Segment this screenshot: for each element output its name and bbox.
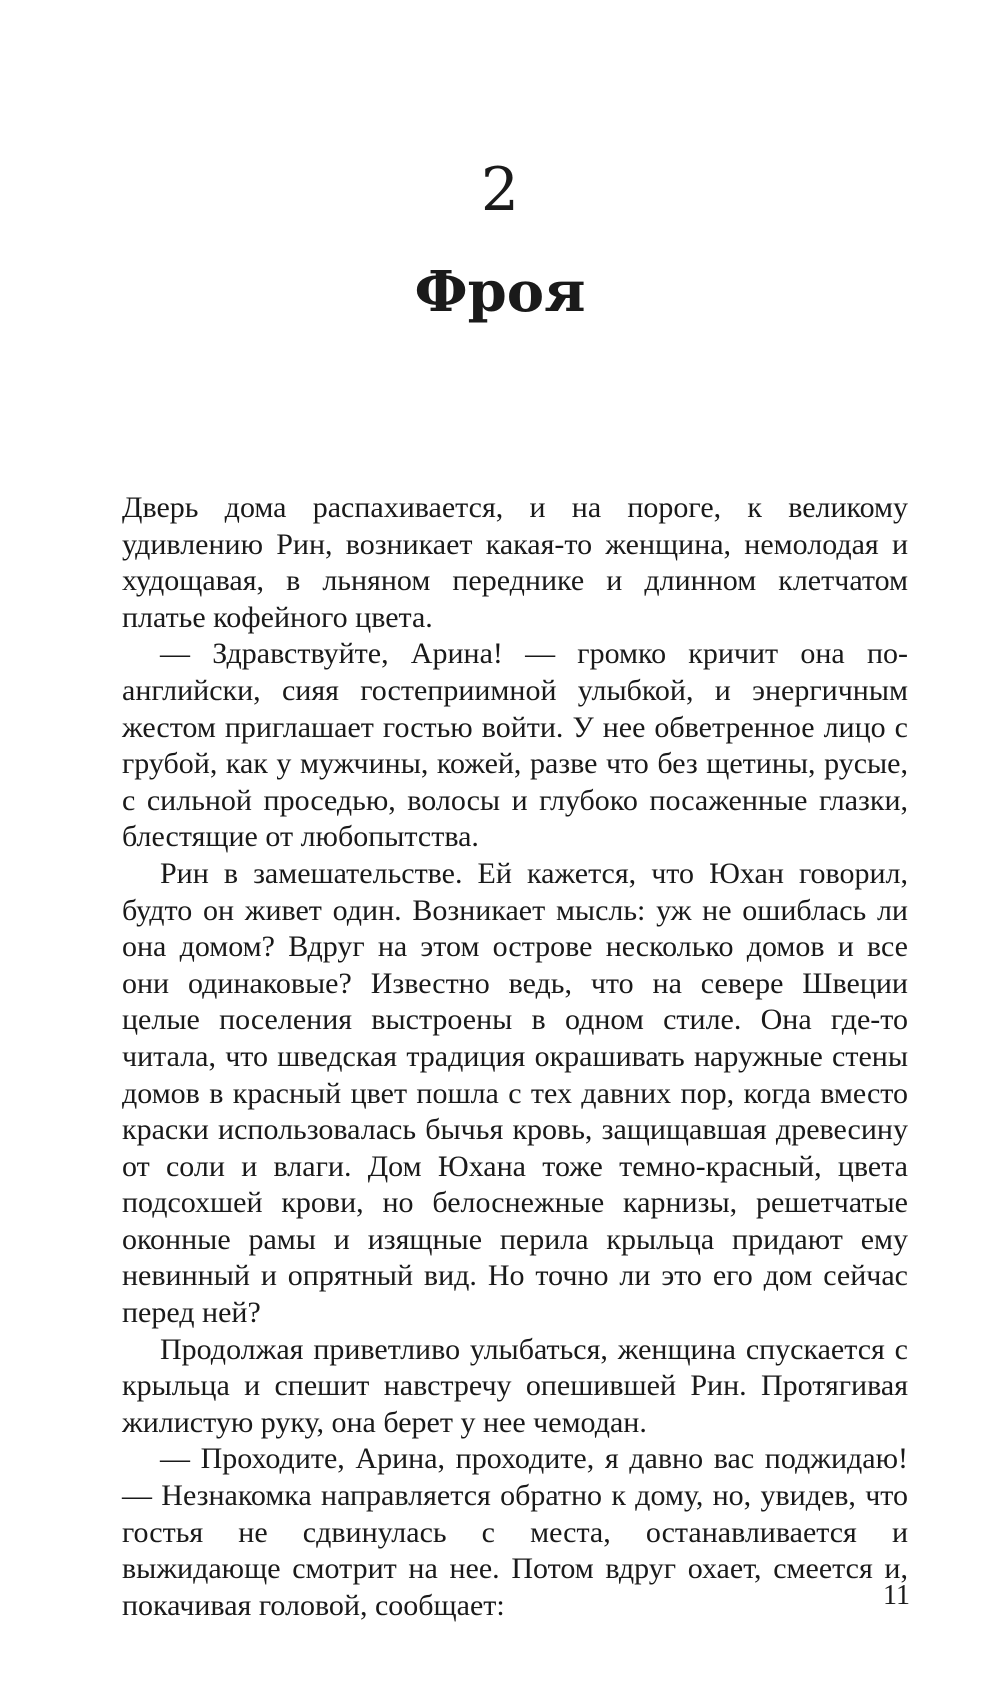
page-number: 11 — [883, 1580, 910, 1611]
paragraph: Рин в замешательстве. Ей кажется, что Юхан говорил, будто он живет один. Возникает мысль: уж не ошиблась ли она домом? Вдруг на этом острове несколько домов и все они одинаковые? Известно ведь, что на севере Швеции целые поселения выстроены в одном стиле. Она где-то читала, что шведская традиция окрашивать наружные стены домов в красный цвет пошла с тех давних пор, когда вместо краски использовалась бычья кровь, защищавшая древесину от соли и влаги. Дом Юхана тоже темно-красный, цвета подсохшей крови, но белоснежные карнизы, решетчатые оконные рамы и изящные перила крыльца придают ему невинный и опрятный вид. Но точно ли это его дом сейчас перед ней? — [122, 856, 908, 1330]
chapter-number: 2 — [480, 155, 520, 225]
chapter-title: Фроя — [414, 259, 586, 325]
paragraph: — Здравствуйте, Арина! — громко кричит она по-английски, сияя гостеприимной улыбкой, и энергичным жестом приглашает гостью войти. У нее обветренное лицо с грубой, как у мужчины, кожей, разве что без щетины, русые, с сильной проседью, волосы и глубоко посаженные глазки, блестящие от любопытства. — [122, 637, 908, 854]
paragraph: Продолжая приветливо улыбаться, женщина спускается с крыльца и спешит навстречу опешившей Рин. Протягивая жилистую руку, она берет у нее чемодан. — [122, 1332, 908, 1439]
paragraph: Дверь дома распахивается, и на пороге, к великому удивлению Рин, возникает какая-то женщина, немолодая и худощавая, в льняном переднике и длинном клетчатом платье кофейного цвета. — [122, 491, 908, 634]
paragraph: — Проходите, Арина, проходите, я давно вас поджидаю! — Незнакомка направляется обратно к дому, но, увидев, что гостья не сдвинулась с места, останавливается и выжидающе смотрит на нее. Потом вдруг охает, смеется и, покачивая головой, сообщает: — [122, 1442, 908, 1622]
body-text — [122, 490, 908, 1624]
